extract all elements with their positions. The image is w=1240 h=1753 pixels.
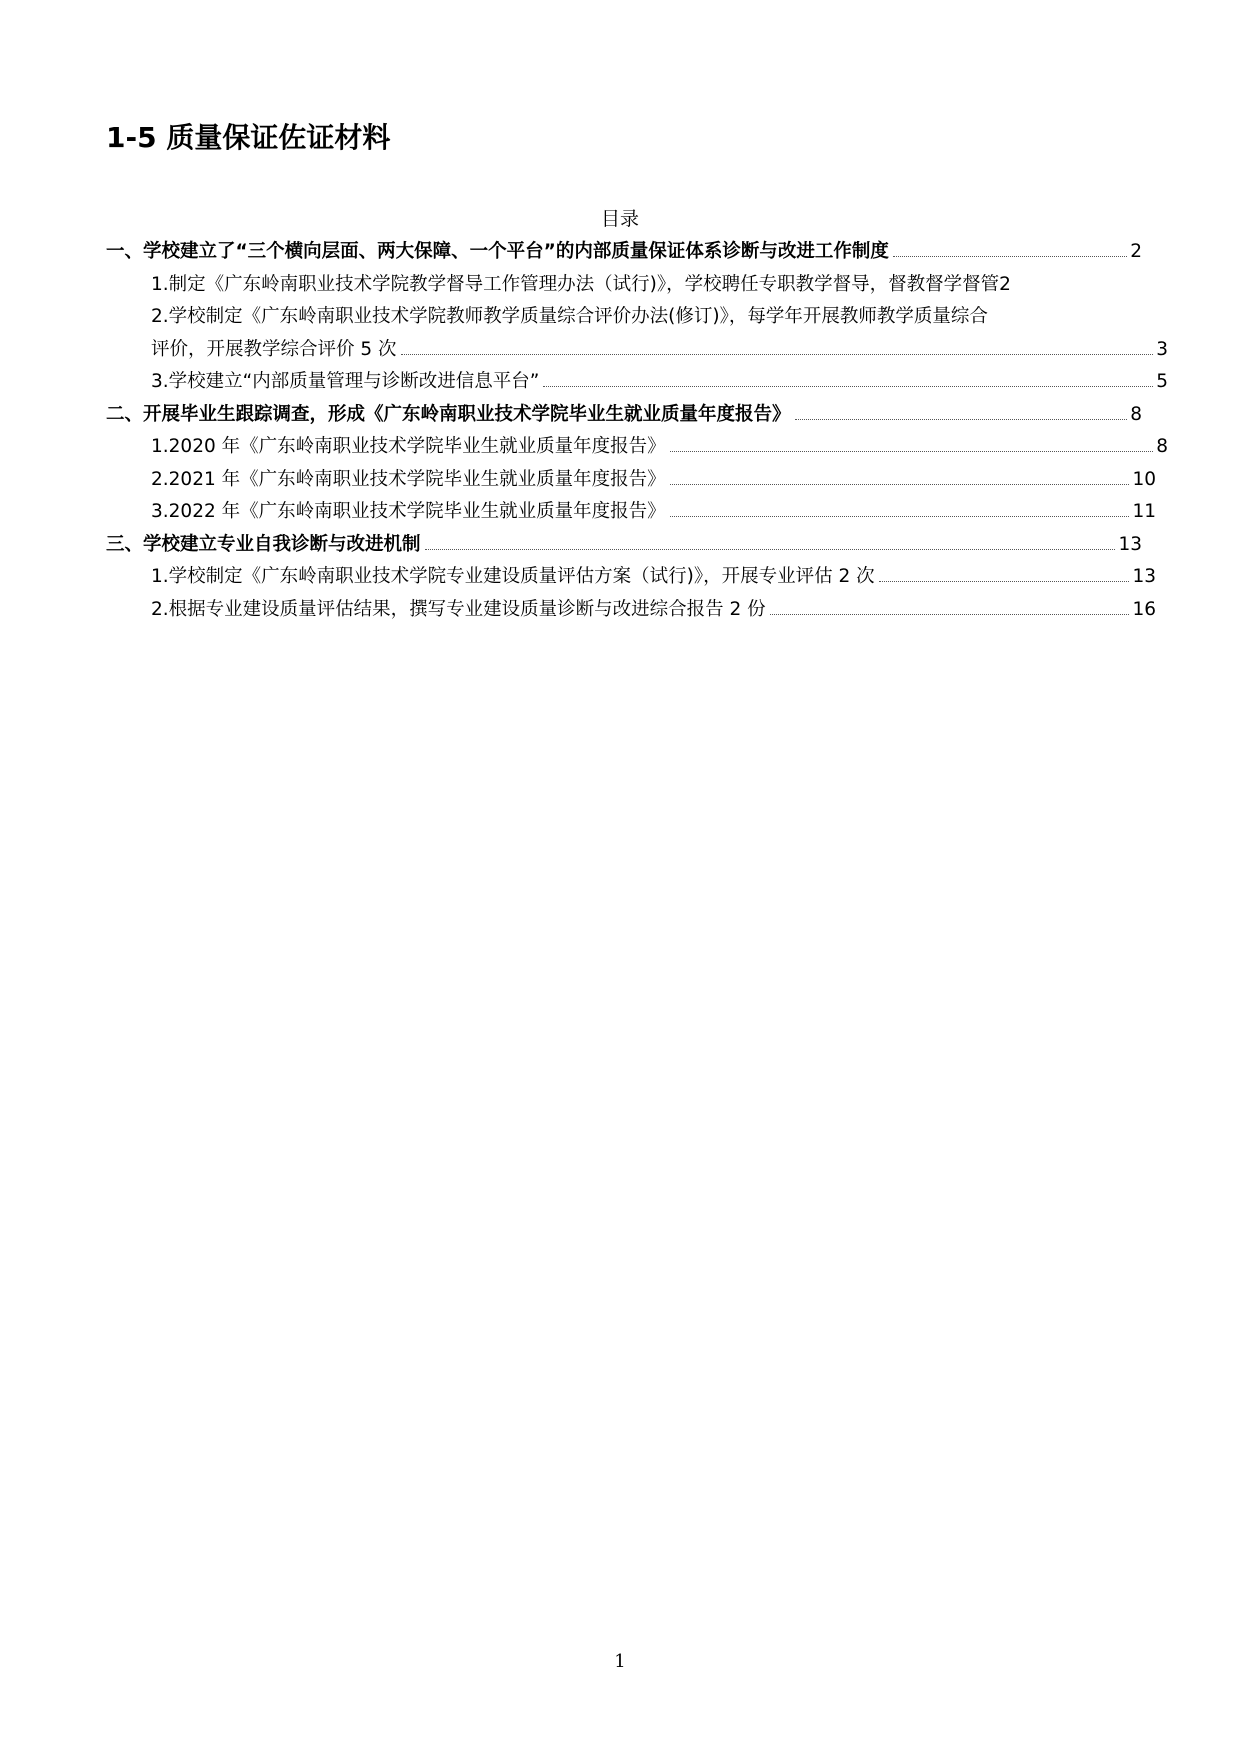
toc-entry-section-1-2-line2[interactable] bbox=[106, 334, 1168, 367]
toc-page-number: 11 bbox=[1132, 501, 1156, 522]
page-number-footer: 1 bbox=[614, 1651, 626, 1672]
toc-dot-leader bbox=[770, 614, 1130, 615]
toc-dot-leader bbox=[670, 484, 1130, 485]
toc-dot-leader bbox=[670, 451, 1154, 452]
toc-entry-section-1-1[interactable] bbox=[106, 269, 1201, 302]
toc-page-number: 5 bbox=[1156, 371, 1168, 392]
toc-page-number: 3 bbox=[1156, 338, 1168, 360]
toc-heading: 目录 bbox=[600, 208, 639, 230]
toc-entry-text: 1.2020 年《广东岭南职业技术学院毕业生就业质量年度报告》 bbox=[151, 436, 666, 457]
toc-page-number: 8 bbox=[1156, 436, 1168, 457]
toc-entry-section-3[interactable] bbox=[106, 529, 1142, 562]
toc-entry-text: 三、学校建立专业自我诊断与改进机制 bbox=[106, 533, 421, 555]
toc-dot-leader bbox=[670, 516, 1130, 517]
toc-entry-section-1[interactable] bbox=[106, 236, 1142, 269]
toc-dot-leader bbox=[893, 256, 1127, 257]
toc-entry-section-2-2[interactable] bbox=[106, 464, 1156, 497]
toc-entry-text: 3.2022 年《广东岭南职业技术学院毕业生就业质量年度报告》 bbox=[151, 501, 666, 522]
toc-dot-leader bbox=[425, 549, 1116, 550]
toc-entry-section-2-3[interactable] bbox=[106, 496, 1156, 529]
toc-entry-section-3-2[interactable] bbox=[106, 594, 1156, 627]
table-of-contents bbox=[106, 236, 1168, 626]
toc-entry-section-1-3[interactable] bbox=[106, 366, 1168, 399]
toc-entry-text: 二、开展毕业生跟踪调查，形成《广东岭南职业技术学院毕业生就业质量年度报告》 bbox=[106, 403, 791, 425]
toc-entry-section-2[interactable] bbox=[106, 399, 1142, 432]
toc-entry-text: 3.学校建立“内部质量管理与诊断改进信息平台” bbox=[151, 371, 540, 392]
toc-page-number: 8 bbox=[1130, 403, 1142, 425]
toc-entry-text: 2.学校制定《广东岭南职业技术学院教师教学质量综合评价办法(修订)》，每学年开展教师教学质量综合 bbox=[151, 306, 988, 327]
toc-entry-text: 1.学校制定《广东岭南职业技术学院专业建设质量评估方案（试行)》，开展专业评估 2 次 bbox=[151, 566, 875, 587]
document-title: 1-5 质量保证佐证材料 bbox=[106, 121, 391, 154]
toc-page-number: 13 bbox=[1132, 566, 1156, 587]
toc-entry-text: 一、学校建立了“三个横向层面、两大保障、一个平台”的内部质量保证体系诊断与改进工作制度 bbox=[106, 241, 889, 262]
toc-entry-text: 1.制定《广东岭南职业技术学院教学督导工作管理办法（试行)》，学校聘任专职教学督导，督教督学督管 bbox=[151, 273, 1000, 295]
toc-dot-leader bbox=[879, 581, 1130, 582]
toc-page-number: 10 bbox=[1132, 468, 1156, 490]
toc-page-number: 2 bbox=[999, 273, 1011, 295]
toc-dot-leader bbox=[401, 354, 1154, 355]
toc-entry-section-2-1[interactable] bbox=[106, 431, 1168, 464]
toc-page-number: 2 bbox=[1130, 241, 1142, 262]
toc-dot-leader bbox=[543, 386, 1153, 387]
toc-dot-leader bbox=[795, 419, 1128, 420]
toc-page-number: 13 bbox=[1118, 533, 1142, 555]
toc-entry-text-continued: 评价，开展教学综合评价 5 次 bbox=[151, 338, 397, 360]
toc-entry-section-3-1[interactable] bbox=[106, 561, 1156, 594]
toc-entry-text: 2.根据专业建设质量评估结果，撰写专业建设质量诊断与改进综合报告 2 份 bbox=[151, 598, 766, 620]
toc-entry-section-1-2-line1[interactable] bbox=[106, 301, 1168, 334]
toc-page-number: 16 bbox=[1132, 598, 1156, 620]
toc-entry-text: 2.2021 年《广东岭南职业技术学院毕业生就业质量年度报告》 bbox=[151, 468, 666, 490]
